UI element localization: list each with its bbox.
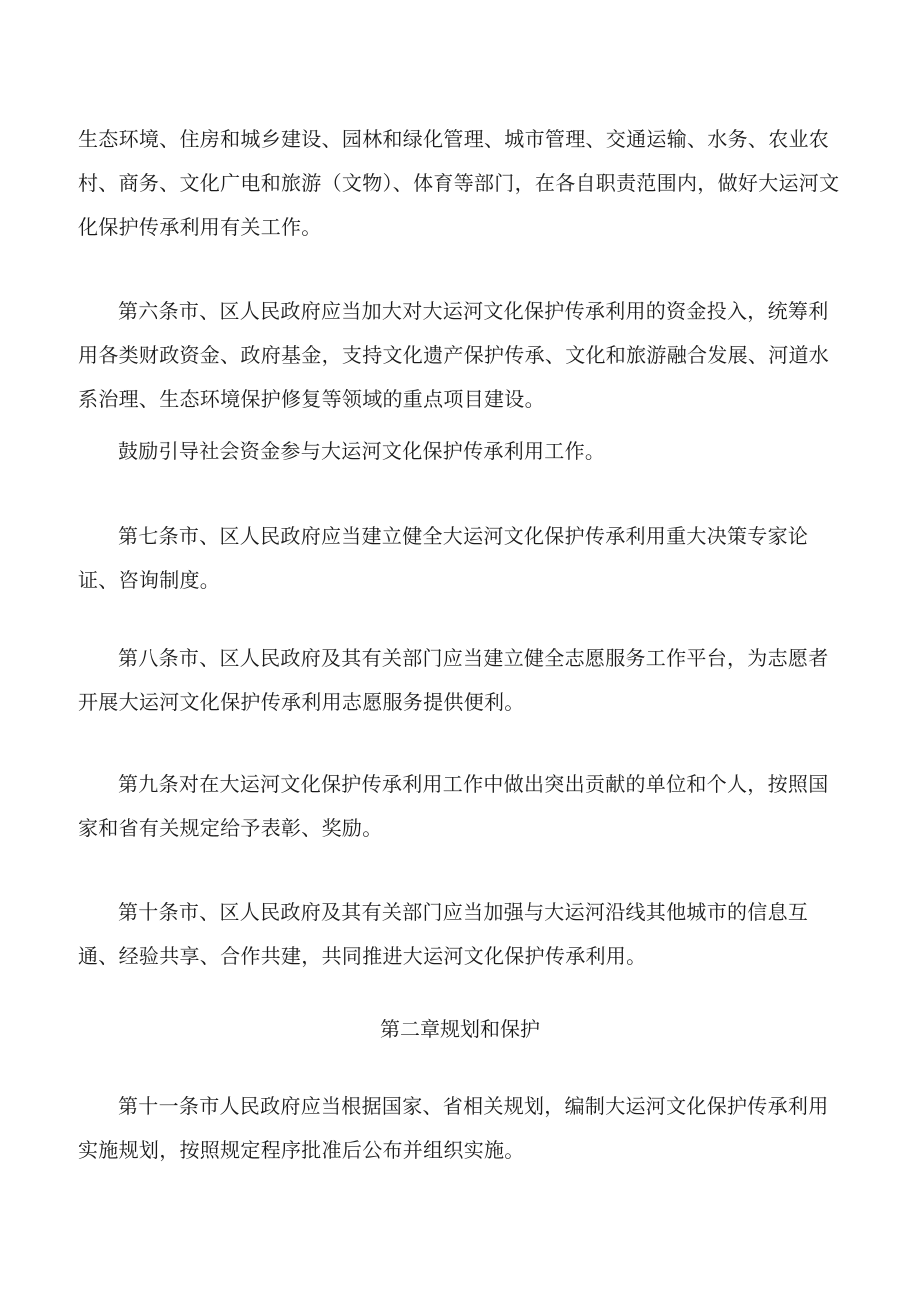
paragraph-departments: 生态环境、住房和城乡建设、园林和绿化管理、城市管理、交通运输、水务、农业农村、商务、文化广电和旅游（文物）、体育等部门，在各自职责范围内，做好大运河文化保护传承利用有关工作。 [78, 127, 840, 239]
paragraph-article-7: 第七条市、区人民政府应当建立健全大运河文化保护传承利用重大决策专家论证、咨询制度。 [78, 524, 809, 592]
paragraph-article-10: 第十条市、区人民政府及其有关部门应当加强与大运河沿线其他城市的信息互通、经验共享、合作共建，共同推进大运河文化保护传承利用。 [78, 900, 809, 968]
paragraph-article-11: 第十一条市人民政府应当根据国家、省相关规划，编制大运河文化保护传承利用实施规划，按照规定程序批准后公布并组织实施。 [78, 1094, 829, 1162]
paragraph-article-9: 第九条对在大运河文化保护传承利用工作中做出突出贡献的单位和个人，按照国家和省有关规定给予表彰、奖励。 [78, 772, 829, 840]
paragraph-article-6-encourage: 鼓励引导社会资金参与大运河文化保护传承利用工作。 [118, 439, 606, 463]
paragraph-article-8: 第八条市、区人民政府及其有关部门应当建立健全志愿服务工作平台，为志愿者开展大运河文化保护传承利用志愿服务提供便利。 [78, 646, 829, 714]
chapter-heading: 第二章规划和保护 [380, 1017, 540, 1041]
paragraph-article-6: 第六条市、区人民政府应当加大对大运河文化保护传承利用的资金投入，统筹利用各类财政资金、政府基金，支持文化遗产保护传承、文化和旅游融合发展、河道水系治理、生态环境保护修复等领域的重点项目建设。 [78, 299, 830, 411]
